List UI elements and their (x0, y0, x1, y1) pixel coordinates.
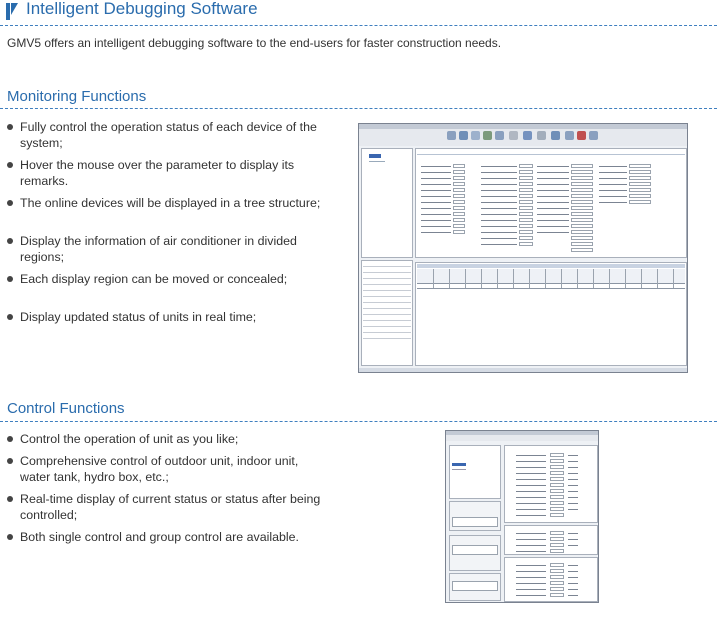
monitoring-divider (0, 108, 717, 109)
control-title: Control Functions (7, 400, 125, 417)
bullet-dot-icon (7, 238, 13, 244)
list-item: Both single control and group control are available. (7, 529, 327, 545)
bullet-dot-icon (7, 124, 13, 130)
list-item: Display the information of air conditioner in divided regions; (7, 233, 327, 265)
title-divider (0, 25, 717, 26)
monitoring-title: Monitoring Functions (7, 88, 147, 105)
list-item: Fully control the operation status of each device of the system; (7, 119, 327, 151)
list-item: Each display region can be moved or concealed; (7, 271, 327, 287)
list-item: Display updated status of units in real time; (7, 309, 327, 325)
bullet-dot-icon (7, 314, 13, 320)
list-item: Control the operation of unit as you like; (7, 431, 327, 447)
intro-text: GMV5 offers an intelligent debugging software to the end-users for faster construction needs. (7, 36, 502, 50)
list-item: The online devices will be displayed in a tree structure; (7, 195, 327, 211)
list-item: Comprehensive control of outdoor unit, indoor unit, water tank, hydro box, etc.; (7, 453, 327, 485)
bullet-dot-icon (7, 458, 13, 464)
list-item: Real-time display of current status or status after being controlled; (7, 491, 327, 523)
control-software-screenshot (445, 430, 599, 603)
list-item: Hover the mouse over the parameter to display its remarks. (7, 157, 327, 189)
control-divider (0, 421, 717, 422)
bullet-dot-icon (7, 200, 13, 206)
bullet-dot-icon (7, 496, 13, 502)
bullet-dot-icon (7, 276, 13, 282)
monitoring-software-screenshot (358, 123, 688, 373)
bullet-dot-icon (7, 534, 13, 540)
bullet-dot-icon (7, 162, 13, 168)
title-marker-icon (6, 3, 18, 20)
bullet-dot-icon (7, 436, 13, 442)
page-title: Intelligent Debugging Software (26, 0, 258, 18)
